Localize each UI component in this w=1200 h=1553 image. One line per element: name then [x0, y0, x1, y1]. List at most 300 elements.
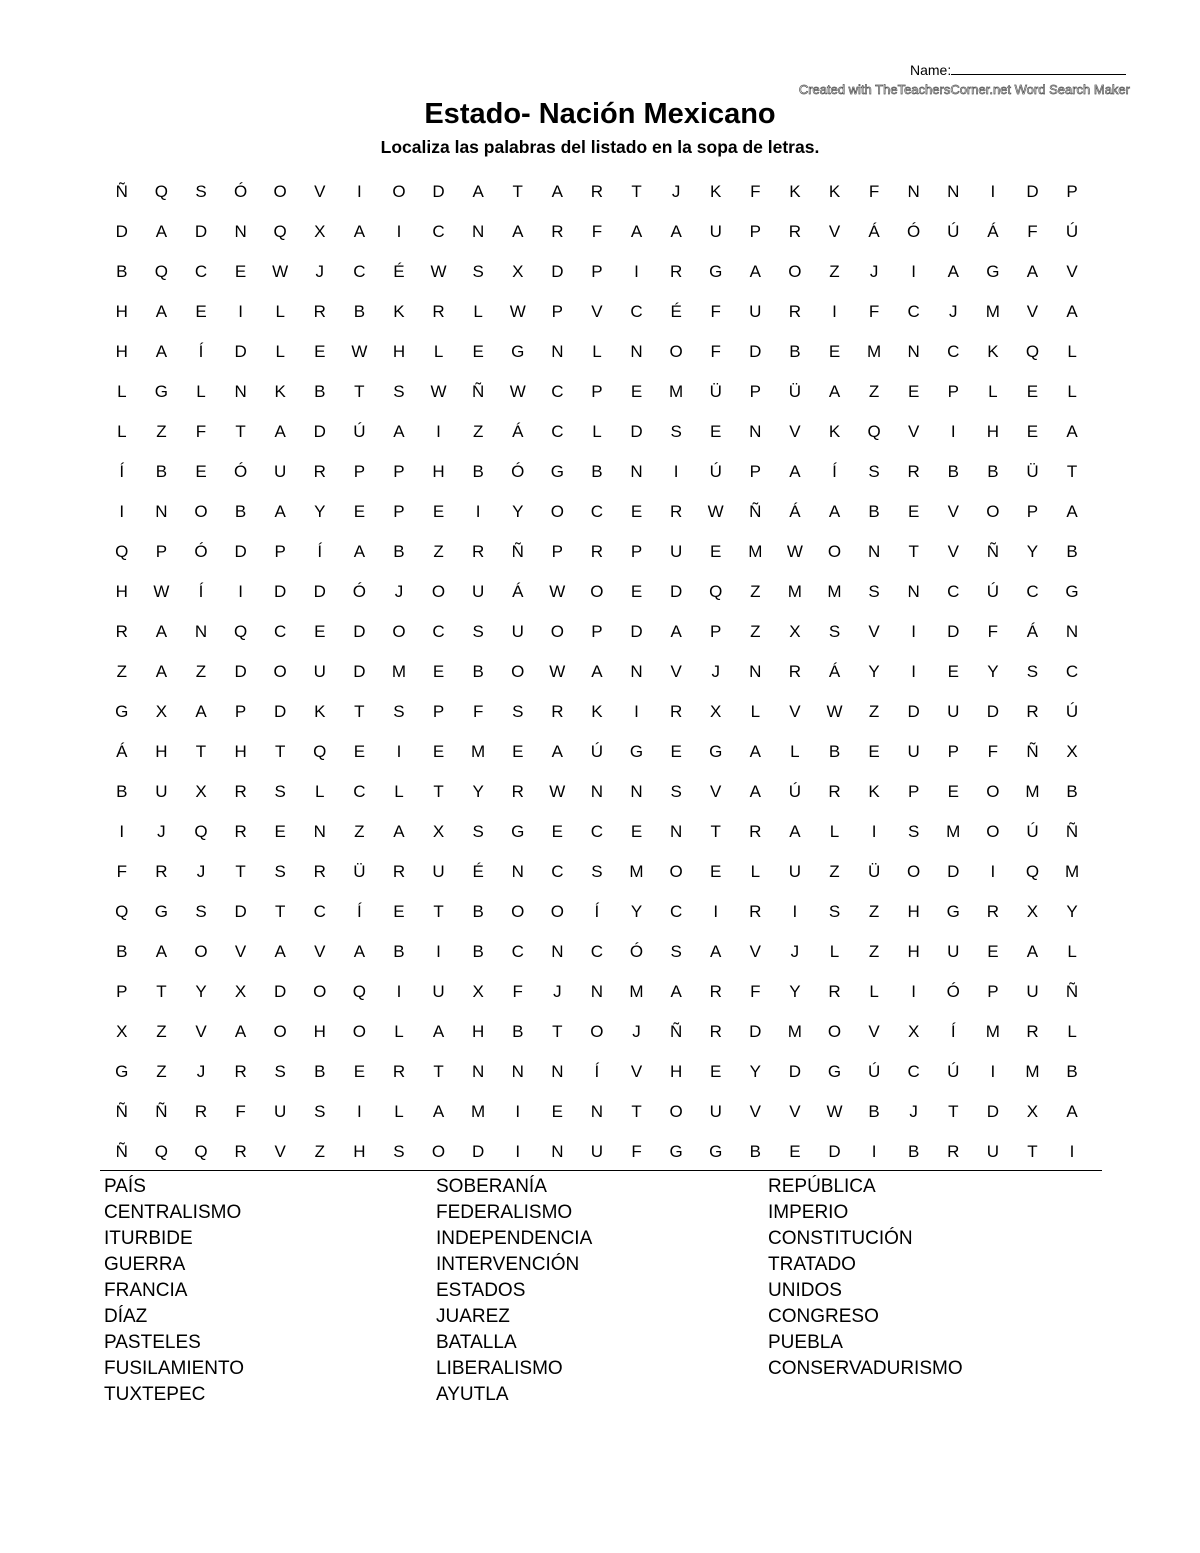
grid-letter: N [472, 222, 485, 241]
grid-letter: S [828, 622, 841, 641]
grid-letter: B [591, 462, 603, 481]
grid-letter: E [314, 622, 326, 641]
grid-letter: R [551, 702, 564, 721]
grid-letter: U [590, 1142, 604, 1161]
grid-letter: B [234, 502, 247, 521]
grid-letter: Q [273, 222, 287, 241]
grid-letter: P [749, 222, 761, 241]
grid-letter: O [194, 502, 208, 521]
grid-letter: D [749, 1022, 762, 1041]
grid-letter: R [1026, 1022, 1039, 1041]
grid-letter: W [826, 702, 843, 721]
grid-letter: X [472, 982, 484, 1001]
grid-letter: O [392, 182, 406, 201]
grid-letter: Q [709, 582, 723, 601]
grid-letter: U [472, 582, 485, 601]
grid-letter: E [908, 502, 920, 521]
name-blank-line[interactable] [951, 62, 1126, 75]
grid-letter: P [947, 742, 959, 761]
word-item: CENTRALISMO [104, 1202, 242, 1223]
grid-letter: Ñ [115, 1102, 128, 1121]
grid-letter: L [829, 942, 840, 961]
grid-letter: M [787, 1022, 802, 1041]
grid-row [102, 892, 1102, 932]
grid-letter: Ó [352, 582, 366, 601]
grid-letter: V [947, 502, 959, 521]
grid-letter: Ú [1065, 222, 1079, 241]
word-item: DÍAZ [104, 1306, 148, 1327]
grid-letter: U [155, 782, 168, 801]
grid-letter: H [115, 342, 128, 361]
grid-letter: N [907, 342, 920, 361]
grid-letter: E [314, 342, 326, 361]
grid-letter: L [117, 422, 127, 441]
grid-letter: W [786, 542, 803, 561]
grid-letter: R [669, 702, 683, 721]
grid-letter: A [789, 822, 801, 841]
grid-letter: X [1066, 742, 1078, 761]
grid-letter: B [116, 782, 128, 801]
grid-letter: Z [433, 542, 444, 561]
grid-letter: C [1065, 662, 1079, 681]
grid-letter: A [1026, 262, 1039, 281]
grid-letter: P [630, 542, 643, 561]
grid-letter: K [828, 182, 841, 201]
grid-letter: Ó [233, 182, 248, 201]
grid-letter: W [549, 782, 566, 801]
page-title: Estado- Nación Mexicano [424, 98, 776, 130]
grid-letter: B [353, 302, 366, 321]
grid-letter: R [511, 782, 524, 801]
grid-letter: A [749, 742, 761, 761]
grid-letter: W [549, 662, 566, 681]
grid-letter: T [710, 822, 721, 841]
grid-letter: Á [828, 662, 841, 681]
grid-letter: W [509, 382, 526, 401]
grid-letter: D [630, 422, 643, 441]
word-item: TRATADO [768, 1254, 856, 1275]
grid-letter: N [551, 342, 564, 361]
grid-letter: R [986, 902, 999, 921]
grid-letter: J [949, 302, 958, 321]
grid-letter: I [911, 662, 917, 681]
grid-letter: L [829, 822, 840, 841]
grid-letter: X [1026, 902, 1039, 921]
word-list [104, 1176, 1104, 1410]
grid-letter: A [749, 782, 761, 801]
grid-letter: S [670, 782, 682, 801]
grid-letter: N [551, 1142, 564, 1161]
grid-letter: Ñ [155, 1102, 168, 1121]
grid-letter: K [274, 382, 286, 401]
grid-letter: Í [119, 462, 125, 481]
grid-letter: W [272, 262, 289, 281]
word-item: REPÚBLICA [768, 1176, 876, 1197]
grid-letter: B [868, 1102, 880, 1121]
grid-letter: O [669, 342, 683, 361]
grid-letter: E [630, 822, 643, 841]
grid-letter: S [314, 1102, 326, 1121]
grid-letter: T [354, 382, 365, 401]
grid-letter: V [868, 1022, 880, 1041]
grid-letter: A [670, 982, 682, 1001]
grid-letter: T [433, 902, 444, 921]
word-item: CONSTITUCIÓN [768, 1228, 913, 1249]
word-item: JUAREZ [436, 1306, 510, 1327]
grid-letter: C [630, 302, 643, 321]
grid-letter: J [671, 182, 681, 201]
word-item: CONSERVADURISMO [768, 1358, 963, 1379]
grid-letter: G [629, 742, 644, 761]
grid-letter: T [354, 702, 365, 721]
grid-row [102, 972, 1102, 1012]
grid-letter: N [669, 822, 683, 841]
grid-letter: D [274, 582, 287, 601]
grid-letter: I [119, 822, 125, 841]
grid-letter: I [238, 302, 243, 321]
grid-letter: E [710, 542, 722, 561]
grid-letter: A [195, 702, 207, 721]
grid-letter: B [868, 502, 880, 521]
grid-letter: E [908, 382, 920, 401]
grid-row [102, 932, 1102, 972]
name-label: Name: [910, 62, 952, 78]
grid-letter: R [669, 262, 683, 281]
grid-letter: C [947, 582, 960, 601]
grid-letter: M [1025, 1062, 1040, 1081]
grid-letter: B [828, 742, 841, 761]
grid-letter: P [749, 462, 761, 481]
grid-letter: S [670, 422, 682, 441]
grid-letter: E [195, 462, 207, 481]
grid-letter: E [512, 742, 524, 761]
grid-letter: I [911, 622, 917, 641]
grid-letter: H [155, 742, 168, 761]
grid-letter: N [234, 382, 247, 401]
grid-letter: R [788, 302, 802, 321]
grid-letter: T [512, 182, 523, 201]
grid-letter: Ñ [669, 1022, 683, 1041]
grid-letter: V [314, 942, 326, 961]
grid-letter: I [119, 502, 125, 521]
grid-letter: W [153, 582, 170, 601]
grid-letter: P [353, 462, 366, 481]
grid-letter: C [194, 262, 208, 281]
grid-letter: L [394, 1022, 404, 1041]
grid-letter: T [631, 1102, 642, 1121]
grid-letter: O [511, 662, 525, 681]
grid-letter: C [274, 622, 287, 641]
grid-letter: F [868, 302, 880, 321]
grid-letter: E [551, 822, 563, 841]
grid-letter: Z [868, 942, 880, 961]
grid-letter: Ñ [1065, 822, 1079, 841]
grid-letter: A [472, 182, 484, 201]
grid-letter: I [396, 222, 402, 241]
grid-letter: C [432, 622, 445, 641]
word-item: TUXTEPEC [104, 1384, 206, 1405]
grid-letter: B [1066, 1062, 1078, 1081]
grid-letter: D [788, 1062, 802, 1081]
grid-letter: K [710, 182, 722, 201]
grid-row [102, 1092, 1102, 1132]
grid-letter: Q [233, 622, 248, 641]
grid-letter: Y [512, 502, 524, 521]
grid-letter: O [273, 1022, 287, 1041]
grid-letter: E [393, 902, 405, 921]
grid-letter: D [947, 862, 960, 881]
grid-letter: E [670, 742, 682, 761]
grid-letter: S [274, 1062, 286, 1081]
grid-row [102, 332, 1102, 372]
grid-letter: M [748, 542, 763, 561]
grid-letter: I [832, 302, 837, 321]
grid-letter: S [195, 902, 207, 921]
grid-letter: Q [194, 1142, 208, 1161]
grid-letter: A [432, 1022, 445, 1041]
grid-letter: H [907, 942, 920, 961]
word-item: ITURBIDE [104, 1228, 193, 1249]
grid-letter: Q [352, 982, 366, 1001]
grid-letter: R [155, 862, 168, 881]
grid-letter: A [591, 662, 603, 681]
grid-row [102, 372, 1102, 412]
grid-letter: Z [750, 622, 761, 641]
grid-letter: Ü [867, 862, 881, 881]
grid-letter: R [749, 822, 762, 841]
grid-letter: A [512, 222, 524, 241]
grid-letter: T [908, 542, 919, 561]
word-item: LIBERALISMO [436, 1358, 563, 1379]
grid-letter: Y [1026, 542, 1039, 561]
grid-letter: N [313, 822, 326, 841]
grid-letter: R [590, 182, 604, 201]
grid-letter: G [511, 342, 525, 361]
grid-letter: Z [314, 1142, 325, 1161]
grid-letter: X [908, 1022, 920, 1041]
grid-letter: R [472, 542, 485, 561]
grid-letter: M [629, 982, 644, 1001]
grid-letter: A [1026, 942, 1039, 961]
grid-letter: G [511, 822, 525, 841]
grid-letter: A [749, 262, 761, 281]
grid-letter: N [551, 1062, 564, 1081]
grid-letter: R [1026, 702, 1039, 721]
word-column [436, 1176, 768, 1410]
grid-letter: S [393, 1142, 405, 1161]
grid-letter: Ü [1026, 462, 1039, 481]
grid-letter: G [709, 742, 723, 761]
grid-letter: N [234, 222, 247, 241]
grid-letter: S [195, 182, 207, 201]
grid-letter: X [116, 1022, 128, 1041]
grid-letter: Ú [709, 462, 722, 481]
grid-letter: G [986, 262, 1000, 281]
grid-letter: J [196, 862, 206, 881]
grid-letter: Í [594, 1062, 600, 1081]
grid-letter: E [1026, 422, 1039, 441]
grid-letter: V [274, 1142, 286, 1161]
grid-letter: A [393, 822, 405, 841]
grid-letter: V [789, 422, 801, 441]
grid-letter: N [907, 182, 920, 201]
grid-letter: P [155, 542, 168, 561]
grid-letter: A [393, 422, 405, 441]
grid-letter: I [911, 262, 917, 281]
grid-letter: O [590, 1022, 604, 1041]
grid-letter: L [1067, 1022, 1077, 1041]
grid-letter: Q [1025, 342, 1040, 361]
grid-letter: D [274, 982, 287, 1001]
grid-letter: B [116, 262, 128, 281]
grid-letter: C [590, 942, 604, 961]
grid-letter: W [707, 502, 724, 521]
grid-letter: N [630, 662, 643, 681]
grid-letter: Z [156, 1062, 167, 1081]
grid-letter: D [1026, 182, 1039, 201]
grid-letter: N [749, 662, 762, 681]
grid-letter: B [1066, 542, 1078, 561]
grid-letter: A [1066, 502, 1078, 521]
grid-letter: P [116, 982, 128, 1001]
grid-letter: Í [198, 342, 204, 361]
grid-letter: J [711, 662, 720, 681]
grid-letter: Z [156, 422, 167, 441]
grid-letter: K [828, 422, 841, 441]
grid-letter: N [749, 422, 762, 441]
grid-letter: O [313, 982, 327, 1001]
grid-letter: C [353, 782, 366, 801]
grid-letter: Y [472, 782, 484, 801]
grid-letter: W [351, 342, 368, 361]
grid-letter: E [432, 742, 445, 761]
grid-letter: L [1067, 382, 1077, 401]
grid-letter: C [551, 422, 564, 441]
grid-letter: A [155, 222, 168, 241]
grid-letter: M [669, 382, 684, 401]
grid-letter: M [866, 342, 882, 361]
grid-letter: C [590, 822, 604, 841]
grid-letter: R [313, 862, 326, 881]
grid-letter: E [789, 1142, 801, 1161]
grid-letter: X [512, 262, 524, 281]
grid-letter: Ó [629, 942, 644, 961]
grid-letter: H [432, 462, 445, 481]
grid-letter: O [827, 1022, 842, 1041]
grid-letter: T [274, 902, 286, 921]
grid-letter: L [315, 782, 325, 801]
grid-letter: M [946, 822, 961, 841]
grid-row [102, 652, 1102, 692]
grid-row [102, 172, 1102, 212]
grid-letter: P [551, 302, 563, 321]
grid-letter: N [907, 582, 920, 601]
grid-letter: R [828, 782, 841, 801]
grid-letter: R [313, 302, 326, 321]
grid-letter: A [1066, 1102, 1078, 1121]
grid-letter: H [986, 422, 999, 441]
grid-row [102, 412, 1102, 452]
grid-letter: J [157, 822, 166, 841]
grid-letter: O [986, 502, 1000, 521]
grid-letter: Z [868, 382, 880, 401]
grid-letter: L [750, 862, 761, 881]
grid-letter: E [274, 822, 286, 841]
grid-letter: I [871, 822, 877, 841]
grid-letter: D [472, 1142, 485, 1161]
grid-letter: P [234, 702, 247, 721]
grid-letter: V [670, 662, 682, 681]
grid-letter: V [195, 1022, 207, 1041]
grid-letter: F [1027, 222, 1038, 241]
grid-letter: G [669, 1142, 683, 1161]
grid-letter: S [472, 622, 484, 641]
grid-letter: X [432, 822, 445, 841]
grid-letter: Z [354, 822, 365, 841]
grid-letter: X [195, 782, 207, 801]
grid-letter: U [947, 702, 960, 721]
grid-letter: Ú [947, 222, 960, 241]
grid-letter: L [196, 382, 206, 401]
grid-letter: D [432, 182, 445, 201]
grid-letter: T [235, 862, 246, 881]
grid-letter: Q [154, 262, 168, 281]
grid-letter: D [234, 342, 247, 361]
grid-letter: F [987, 622, 999, 641]
grid-letter: I [396, 742, 402, 761]
grid-letter: O [986, 782, 1000, 801]
grid-letter: P [710, 622, 722, 641]
grid-letter: F [710, 342, 721, 361]
grid-letter: M [629, 862, 644, 881]
grid-letter: F [750, 182, 761, 201]
grid-letter: O [986, 822, 1000, 841]
grid-letter: D [551, 262, 564, 281]
grid-letter: O [550, 502, 564, 521]
name-field[interactable] [910, 62, 1126, 78]
grid-letter: S [274, 782, 286, 801]
grid-letter: F [750, 982, 761, 1001]
grid-letter: K [591, 702, 603, 721]
grid-letter: D [353, 662, 366, 681]
grid-letter: Ñ [115, 182, 128, 201]
grid-letter: Q [154, 182, 168, 201]
grid-letter: Q [154, 1142, 168, 1161]
grid-letter: U [274, 462, 287, 481]
grid-letter: S [512, 702, 524, 721]
grid-letter: R [749, 902, 762, 921]
grid-letter: R [551, 222, 564, 241]
grid-letter: N [867, 542, 881, 561]
grid-letter: A [274, 942, 286, 961]
grid-letter: A [274, 422, 286, 441]
grid-letter: B [789, 342, 801, 361]
grid-letter: E [630, 582, 643, 601]
grid-letter: S [591, 862, 603, 881]
grid-letter: E [234, 262, 247, 281]
grid-letter: I [396, 982, 402, 1001]
grid-letter: G [709, 262, 723, 281]
grid-letter: E [710, 422, 722, 441]
grid-letter: C [353, 262, 366, 281]
grid-letter: S [472, 262, 484, 281]
grid-letter: Ó [511, 462, 525, 481]
grid-letter: W [509, 302, 526, 321]
grid-letter: Y [1066, 902, 1078, 921]
grid-letter: W [430, 382, 447, 401]
grid-letter: Ñ [749, 502, 762, 521]
grid-letter: N [511, 1062, 524, 1081]
